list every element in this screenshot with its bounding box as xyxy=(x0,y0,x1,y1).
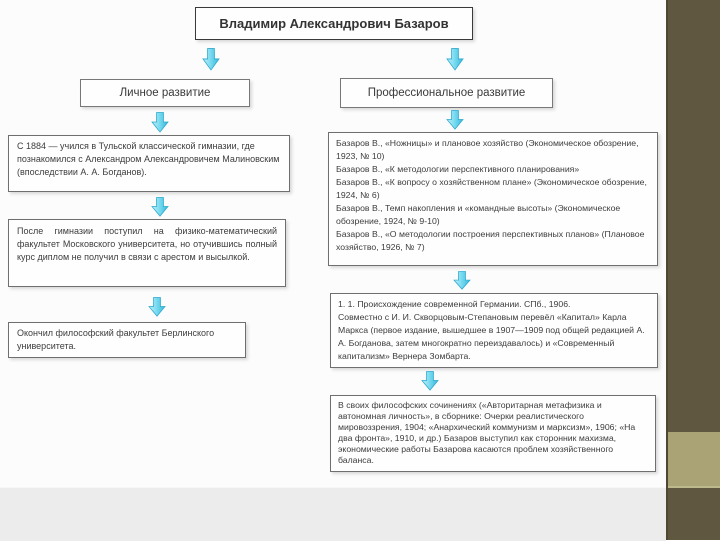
publication-item: Базаров В., «Ножницы» и плановое хозяйство (Экономическое обозрение, 1923, № 10) xyxy=(336,138,639,161)
down-arrow-icon xyxy=(446,48,464,71)
right-sidebar xyxy=(666,0,720,540)
down-arrow-icon xyxy=(148,297,166,317)
personal-box-berlin xyxy=(8,322,246,358)
personal-text-university: После гимназии поступил на физико-математический факультет Московского университета, но отучившись полный курс диплом не получил в связи с арестом и высылкой. xyxy=(17,226,277,262)
publication-item: Базаров В., «К методологии перспективного планирования» xyxy=(336,164,580,174)
professional-box-philosophy xyxy=(330,395,656,472)
branch-professional-box xyxy=(340,78,553,108)
personal-box-gymnasium xyxy=(8,135,290,192)
translation-item: Совместно с И. И. Скворцовым-Степановым перевёл «Капитал» Карла Маркса (первое издание, вышедшее в 1907—1909 под общей редакцией А. А. Богданова, затем многократно переиздавалось) и «Современный капитализм» Вернера Зомбарта. xyxy=(338,312,645,361)
philosophy-text: В своих философских сочинениях («Авторитарная метафизика и автономная личность», в сборнике: Очерки реалистического мировоззрения, 1904; «Анархический коммунизм и марксизм», 1906; «На два фронта», 1910, и др.) Базаров выступил как сторонник махизма, экономические работы Базарова касаются проблем хозяйственного баланса. xyxy=(338,400,636,465)
page-title: Владимир Александрович Базаров xyxy=(219,16,449,31)
down-arrow-icon xyxy=(202,48,220,71)
professional-box-translations xyxy=(330,293,658,368)
branch-personal-label: Личное развитие xyxy=(119,87,211,99)
sidebar-accent-block xyxy=(668,432,720,488)
down-arrow-icon xyxy=(453,271,471,290)
personal-text-gymnasium: С 1884 — учился в Тульской классической гимназии, где познакомился с Александром Александровичем Малиновским (впоследствии А. А. Богданов). xyxy=(17,141,280,177)
down-arrow-icon xyxy=(151,197,169,217)
translation-item: 1. 1. Происхождение современной Германии. СПб., 1906. xyxy=(338,299,571,309)
publication-item: Базаров В., «О методологии построения перспективных планов» (Плановое хозяйство, 1926, № 7) xyxy=(336,229,645,252)
publication-item: Базаров В., Темп накопления и «командные высоты» (Экономическое обозрение, 1924, № 9-10) xyxy=(336,203,621,226)
branch-personal-box xyxy=(80,79,250,107)
personal-box-university xyxy=(8,219,286,287)
title-box xyxy=(195,7,473,40)
branch-professional-label: Профессиональное развитие xyxy=(367,87,526,99)
down-arrow-icon xyxy=(151,112,169,133)
slide-bottom-margin xyxy=(0,487,666,541)
down-arrow-icon xyxy=(421,371,439,391)
publication-item: Базаров В., «К вопросу о хозяйственном плане» (Экономическое обозрение, 1924, № 6) xyxy=(336,177,647,200)
personal-text-berlin: Окончил философский факультет Берлинского университета. xyxy=(17,328,215,351)
professional-box-publications xyxy=(328,132,658,266)
down-arrow-icon xyxy=(446,110,464,130)
